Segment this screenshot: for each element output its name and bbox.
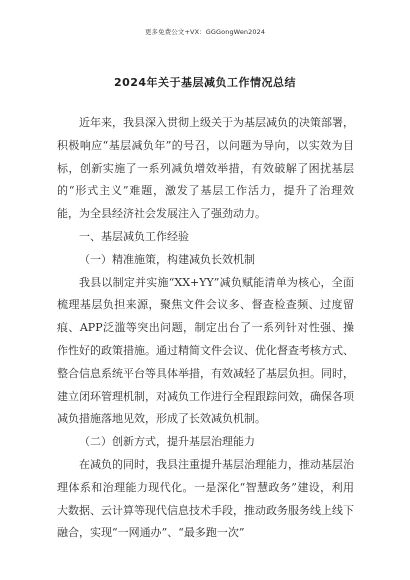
- document-body: [57, 112, 354, 545]
- body-paragraph: 在减负的同时，我县注重提升基层治理能力，推动基层治理体系和治理能力现代化。一是深化“智慧政务”建设，利用大数据、云计算等现代信息技术手段，推动政务服务线上线下融合，实现“一网通办”、“最多跑一次”: [57, 457, 354, 540]
- header-note: 更多免费公文+VX：GGGongWen2024: [144, 28, 266, 36]
- section-heading: 一、基层减负工作经验: [79, 229, 189, 243]
- document-title: 2024年关于基层减负工作情况总结: [113, 76, 297, 89]
- subsection-heading: （二）创新方式，提升基层治理能力: [79, 435, 255, 449]
- intro-paragraph: 近年来，我县深入贯彻上级关于为基层减负的决策部署，积极响应“基层减负年”的号召，以问题为导向，以实效为目标，创新实施了一系列减负增效举措，有效破解了困扰基层的“形式主义”难题，激发了基层工作活力，提升了治理效能，为全县经济社会发展注入了强劲动力。: [57, 116, 354, 221]
- subsection-heading: （一）精准施策，构建减负长效机制: [79, 252, 255, 266]
- body-paragraph: 我县以制定并实施“XX+YY”减负赋能清单为核心，全面梳理基层负担来源，聚焦文件会议多、督查检查频、过度留痕、APP泛滥等突出问题，制定出台了一系列针对性强、操作性好的政策措施。通过精简文件会议、优化督查考核方式、整合信息系统平台等具体举措，有效减轻了基层负担。同时，建立闭环管理机制，对减负工作进行全程跟踪问效，确保各项减负措施落地见效，形成了长效减负机制。: [57, 275, 354, 426]
